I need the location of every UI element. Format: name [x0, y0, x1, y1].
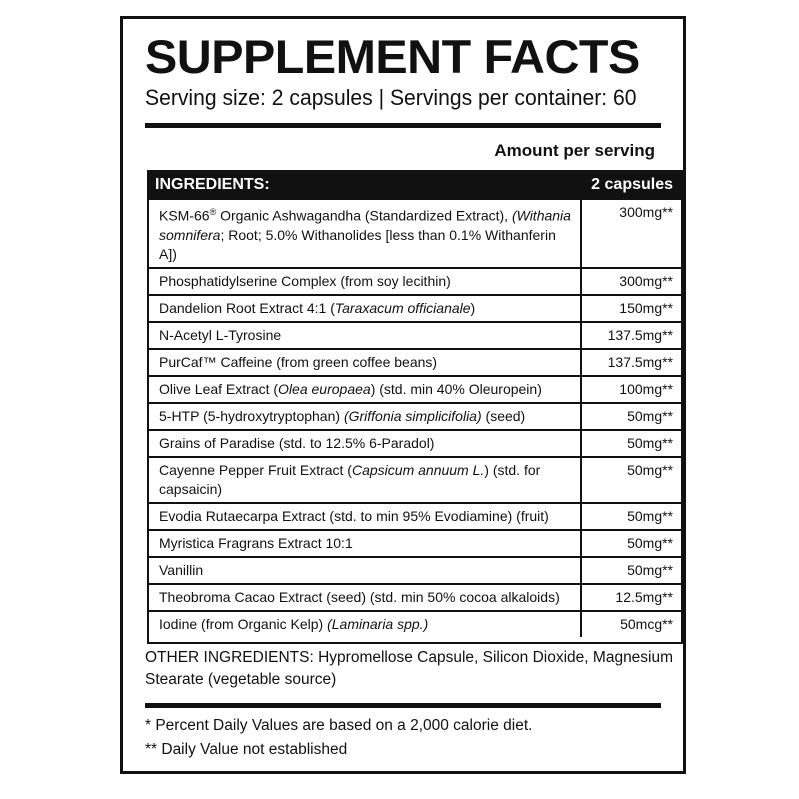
ingredient-row	[147, 611, 683, 637]
ingredient-row	[147, 503, 683, 530]
ingredient-amount: 300mg**	[581, 200, 683, 268]
ingredient-amount: 137.5mg**	[581, 322, 683, 349]
ingredient-row	[147, 457, 683, 503]
supplement-facts-panel	[120, 16, 686, 774]
ingredients-header: INGREDIENTS:	[147, 170, 581, 200]
ingredient-row	[147, 349, 683, 376]
ingredient-row	[147, 200, 683, 268]
ingredient-amount: 50mg**	[581, 557, 683, 584]
table-header-row	[147, 170, 683, 200]
ingredient-name: PurCaf™ Caffeine (from green coffee beans)	[147, 349, 581, 376]
ingredient-amount: 50mg**	[581, 403, 683, 430]
label-title: SUPPLEMENT FACTS	[145, 30, 640, 83]
ingredient-name: Vanillin	[147, 557, 581, 584]
ingredient-name: Olive Leaf Extract (Olea europaea) (std. min 40% Oleuropein)	[147, 376, 581, 403]
ingredient-amount: 137.5mg**	[581, 349, 683, 376]
ingredient-row	[147, 530, 683, 557]
ingredient-name: Grains of Paradise (std. to 12.5% 6-Paradol)	[147, 430, 581, 457]
ingredient-amount: 50mg**	[581, 503, 683, 530]
ingredients-table	[147, 170, 683, 637]
divider-rule	[145, 123, 661, 128]
ingredient-name: N-Acetyl L-Tyrosine	[147, 322, 581, 349]
ingredient-name: Dandelion Root Extract 4:1 (Taraxacum officianale)	[147, 295, 581, 322]
serving-info: Serving size: 2 capsules | Servings per container: 60	[145, 85, 637, 110]
serving-column-header: 2 capsules	[581, 170, 683, 200]
ingredient-row	[147, 430, 683, 457]
ingredient-row	[147, 268, 683, 295]
ingredient-amount: 12.5mg**	[581, 584, 683, 611]
ingredient-amount: 50mg**	[581, 457, 683, 503]
other-ingredients: OTHER INGREDIENTS: Hypromellose Capsule, Silicon Dioxide, Magnesium Stearate (vegetable source)	[145, 649, 674, 688]
ingredient-name: Iodine (from Organic Kelp) (Laminaria spp.)	[159, 615, 429, 632]
ingredient-name: Myristica Fragrans Extract 10:1	[147, 530, 581, 557]
ingredient-row	[147, 295, 683, 322]
ingredient-amount: 50mcg**	[581, 611, 683, 637]
ingredient-row	[147, 557, 683, 584]
ingredient-name: 5-HTP (5-hydroxytryptophan) (Griffonia simplicifolia) (seed)	[147, 403, 581, 430]
divider-rule	[145, 703, 661, 708]
ingredient-amount: 50mg**	[581, 430, 683, 457]
ingredient-name: Cayenne Pepper Fruit Extract (Capsicum annuum L.) (std. for capsaicin)	[147, 457, 581, 503]
ingredient-row	[147, 403, 683, 430]
ingredient-name: KSM-66® Organic Ashwagandha (Standardized Extract), (Withania somnifera; Root; 5.0% Withanolides [less than 0.1% Withanferin A])	[147, 200, 581, 268]
daily-value-footnote: * Percent Daily Values are based on a 2,000 calorie diet.	[145, 717, 533, 734]
ingredient-name: Phosphatidylserine Complex (from soy lecithin)	[147, 268, 581, 295]
ingredient-name: Evodia Rutaecarpa Extract (std. to min 95% Evodiamine) (fruit)	[147, 503, 581, 530]
ingredient-row	[147, 322, 683, 349]
ingredient-amount: 150mg**	[581, 295, 683, 322]
amount-per-serving-heading: Amount per serving	[494, 141, 655, 160]
ingredient-name: Theobroma Cacao Extract (seed) (std. min 50% cocoa alkaloids)	[147, 584, 581, 611]
daily-value-not-established-note: ** Daily Value not established	[145, 741, 348, 758]
ingredient-row	[147, 376, 683, 403]
ingredient-amount: 300mg**	[581, 268, 683, 295]
ingredient-amount: 50mg**	[581, 530, 683, 557]
ingredient-amount: 100mg**	[581, 376, 683, 403]
ingredient-row	[147, 584, 683, 611]
